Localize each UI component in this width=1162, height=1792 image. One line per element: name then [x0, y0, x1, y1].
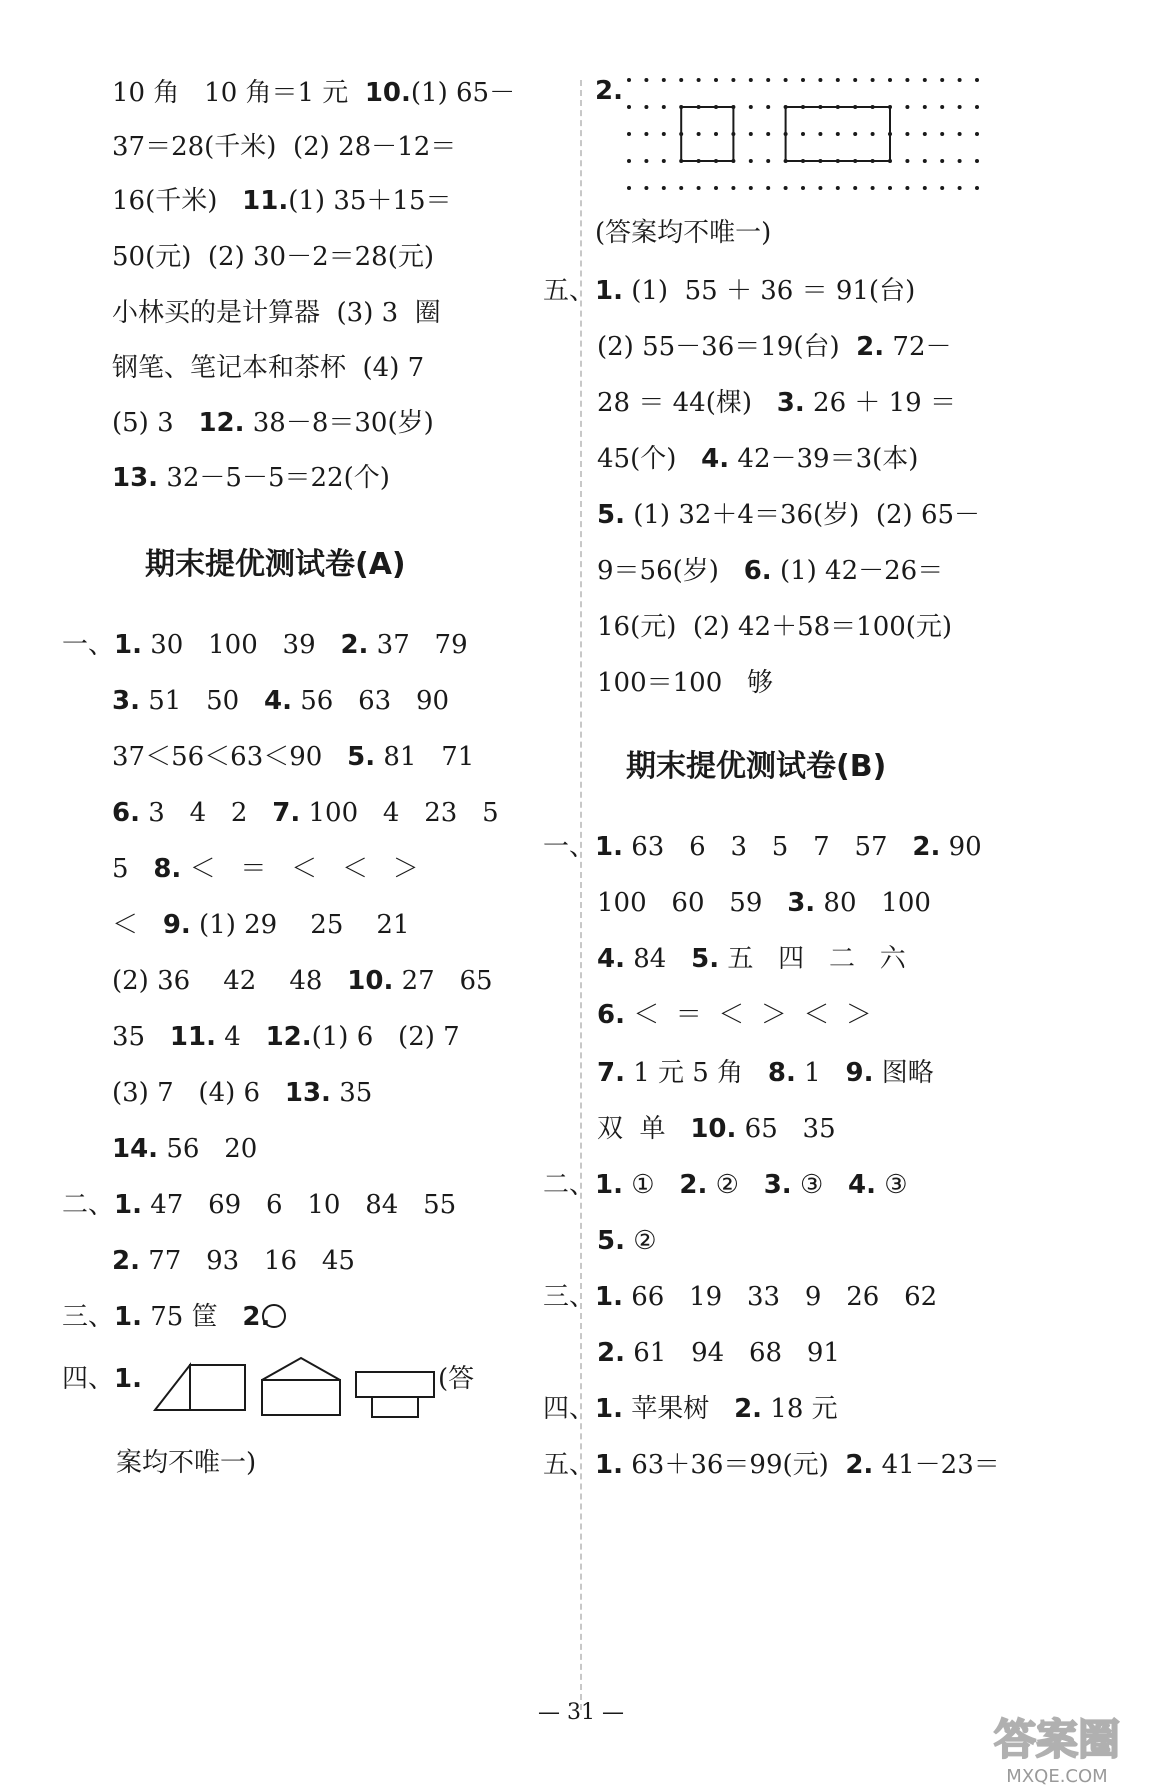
grid-dot	[714, 132, 718, 136]
grid-dot	[784, 186, 788, 190]
grid-dot	[801, 78, 805, 82]
grid-dot	[784, 78, 788, 82]
answer-line: 2. 77 93 16 45	[112, 1246, 355, 1276]
grid-dot	[975, 159, 979, 163]
answer-line: 五、1. (1) 55 ＋ 36 ＝ 91(台)	[543, 276, 916, 306]
answer-line: 2. 61 94 68 91	[597, 1338, 840, 1368]
grid-dot	[940, 159, 944, 163]
grid-dot	[662, 105, 666, 109]
answer-line: 10 角 10 角＝1 元 10.(1) 65－	[112, 78, 516, 108]
grid-dot	[958, 132, 962, 136]
grid-dot	[958, 105, 962, 109]
grid-dot	[871, 132, 875, 136]
grid-dot	[905, 132, 909, 136]
answer-line: 一、1. 30 100 39 2. 37 79	[62, 630, 468, 660]
svg-text:答案圈: 答案圈	[993, 1715, 1121, 1764]
grid-dot	[836, 78, 840, 82]
answer-line: 钢笔、笔记本和茶杯 (4) 7	[112, 353, 425, 383]
answer-line: 四、1.	[62, 1364, 142, 1394]
grid-dot	[923, 132, 927, 136]
grid-dot	[905, 78, 909, 82]
grid-dot	[905, 105, 909, 109]
grid-dot	[836, 186, 840, 190]
answer-line: 37＜56＜63＜90 5. 81 71	[112, 742, 475, 772]
answer-line: 案均不唯一)	[116, 1448, 257, 1478]
answer-line: 一、1. 63 6 3 5 7 57 2. 90	[543, 832, 982, 862]
grid-dot	[940, 105, 944, 109]
grid-dot	[818, 132, 822, 136]
answer-line: 二、1. ① 2. ② 3. ③ 4. ③	[543, 1170, 908, 1200]
grid-dot	[731, 186, 735, 190]
grid-dot	[818, 186, 822, 190]
grid-dot	[644, 78, 648, 82]
grid-dot	[697, 78, 701, 82]
grid-dot	[714, 78, 718, 82]
grid-dot	[749, 132, 753, 136]
grid-dot	[627, 78, 631, 82]
grid-dot	[697, 186, 701, 190]
answer-line: (2) 55－36＝19(台) 2. 72－	[597, 332, 952, 362]
grid-dot	[766, 78, 770, 82]
grid-dot	[888, 186, 892, 190]
answer-line: 13. 32－5－5＝22(个)	[112, 463, 390, 493]
grid-dot	[923, 105, 927, 109]
svg-text:MXQE.COM: MXQE.COM	[1006, 1766, 1108, 1787]
grid-dot	[940, 78, 944, 82]
answer-line: 50(元) (2) 30－2＝28(元)	[112, 242, 434, 272]
square-shape	[681, 107, 733, 161]
grid-dot	[662, 132, 666, 136]
grid-dot	[801, 132, 805, 136]
grid-dot	[731, 78, 735, 82]
grid-dot	[801, 186, 805, 190]
answer-line: 7. 1 元 5 角 8. 1 9. 图略	[597, 1058, 934, 1088]
answer-line: 100 60 59 3. 80 100	[597, 888, 931, 918]
grid-dot	[644, 186, 648, 190]
answer-line: 6. ＜ ＝ ＜ ＞ ＜ ＞	[597, 1000, 872, 1030]
grid-dot	[958, 78, 962, 82]
page-number: — 31 —	[538, 1700, 624, 1725]
answer-line: 四、1. 苹果树 2. 18 元	[543, 1394, 838, 1424]
grid-dot	[975, 186, 979, 190]
grid-dot	[923, 78, 927, 82]
answer-line: (答案均不唯一)	[595, 218, 772, 248]
grid-dot	[627, 186, 631, 190]
grid-dot	[818, 78, 822, 82]
grid-dot	[853, 78, 857, 82]
grid-dot	[679, 186, 683, 190]
answer-line: 16(千米) 11.(1) 35＋15＝	[112, 186, 452, 216]
grid-dot	[975, 78, 979, 82]
grid-dot	[923, 186, 927, 190]
question-number: 2.	[595, 76, 623, 106]
answer-line: 双 单 10. 65 35	[597, 1114, 836, 1144]
grid-dot	[940, 132, 944, 136]
answer-line: 28 ＝ 44(棵) 3. 26 ＋ 19 ＝	[597, 388, 956, 418]
answer-line: 100＝100 够	[597, 668, 774, 698]
grid-dot	[853, 132, 857, 136]
grid-dot	[766, 132, 770, 136]
grid-dot	[836, 132, 840, 136]
grid-dot	[627, 105, 631, 109]
grid-dot	[958, 186, 962, 190]
grid-dot	[958, 159, 962, 163]
answer-line: 小林买的是计算器 (3) 3 圈	[112, 298, 441, 328]
answer-line: 4. 84 5. 五 四 二 六	[597, 944, 906, 974]
watermark-logo	[972, 1708, 1142, 1788]
grid-dot	[905, 159, 909, 163]
answer-line: 9＝56(岁) 6. (1) 42－26＝	[597, 556, 944, 586]
answer-line: 6. 3 4 2 7. 100 4 23 5	[112, 798, 499, 828]
answer-line: (3) 7 (4) 6 13. 35	[112, 1078, 373, 1108]
answer-line: (答	[438, 1364, 475, 1394]
grid-dot	[923, 159, 927, 163]
section-title-b: 期末提优测试卷(B)	[626, 749, 887, 784]
section-title-a: 期末提优测试卷(A)	[145, 547, 406, 582]
answer-line: 16(元) (2) 42＋58＝100(元)	[597, 612, 953, 642]
answer-line: 45(个) 4. 42－39＝3(本)	[597, 444, 919, 474]
grid-dot	[644, 105, 648, 109]
grid-dot	[662, 78, 666, 82]
answer-line: 三、1. 66 19 33 9 26 62	[543, 1282, 938, 1312]
answer-line: (2) 36 42 48 10. 27 65	[112, 966, 493, 996]
grid-dot	[697, 132, 701, 136]
grid-dot	[644, 132, 648, 136]
answer-line: 5. (1) 32＋4＝36(岁) (2) 65－	[597, 500, 981, 530]
answer-line: 3. 51 50 4. 56 63 90	[112, 686, 450, 716]
grid-dot	[888, 78, 892, 82]
grid-dot	[975, 105, 979, 109]
answer-line: 5 8. ＜ ＝ ＜ ＜ ＞	[112, 854, 419, 884]
grid-dot	[627, 159, 631, 163]
answer-line: 35 11. 4 12.(1) 6 (2) 7	[112, 1022, 460, 1052]
grid-dot	[679, 78, 683, 82]
answer-line: 37＝28(千米) (2) 28－12＝	[112, 132, 457, 162]
grid-dot	[644, 159, 648, 163]
grid-dot	[853, 186, 857, 190]
grid-dot	[627, 132, 631, 136]
grid-dot	[766, 105, 770, 109]
grid-dot	[766, 186, 770, 190]
answer-line: 三、1. 75 筐 2.	[62, 1302, 271, 1332]
grid-dot	[871, 186, 875, 190]
dot-grid-figure	[625, 74, 991, 192]
answer-line: 二、1. 47 69 6 10 84 55	[62, 1190, 457, 1220]
grid-dot	[749, 78, 753, 82]
grid-dot	[714, 186, 718, 190]
answer-line: ＜ 9. (1) 29 25 21	[112, 910, 410, 940]
circle-answer-icon	[258, 1300, 290, 1332]
grid-dot	[940, 186, 944, 190]
grid-dot	[905, 186, 909, 190]
grid-dot	[662, 186, 666, 190]
grid-dot	[662, 159, 666, 163]
grid-dot	[766, 159, 770, 163]
grid-dot	[749, 159, 753, 163]
answer-line: (5) 3 12. 38－8＝30(岁)	[112, 408, 434, 438]
grid-dot	[749, 186, 753, 190]
unfolded-shapes-figure	[150, 1340, 440, 1440]
answer-line: 14. 56 20	[112, 1134, 258, 1164]
grid-dot	[749, 105, 753, 109]
grid-dot	[871, 78, 875, 82]
grid-dot	[975, 132, 979, 136]
answer-line: 5. ②	[597, 1226, 657, 1256]
answer-line: 五、1. 63＋36＝99(元) 2. 41－23＝	[543, 1450, 1000, 1480]
